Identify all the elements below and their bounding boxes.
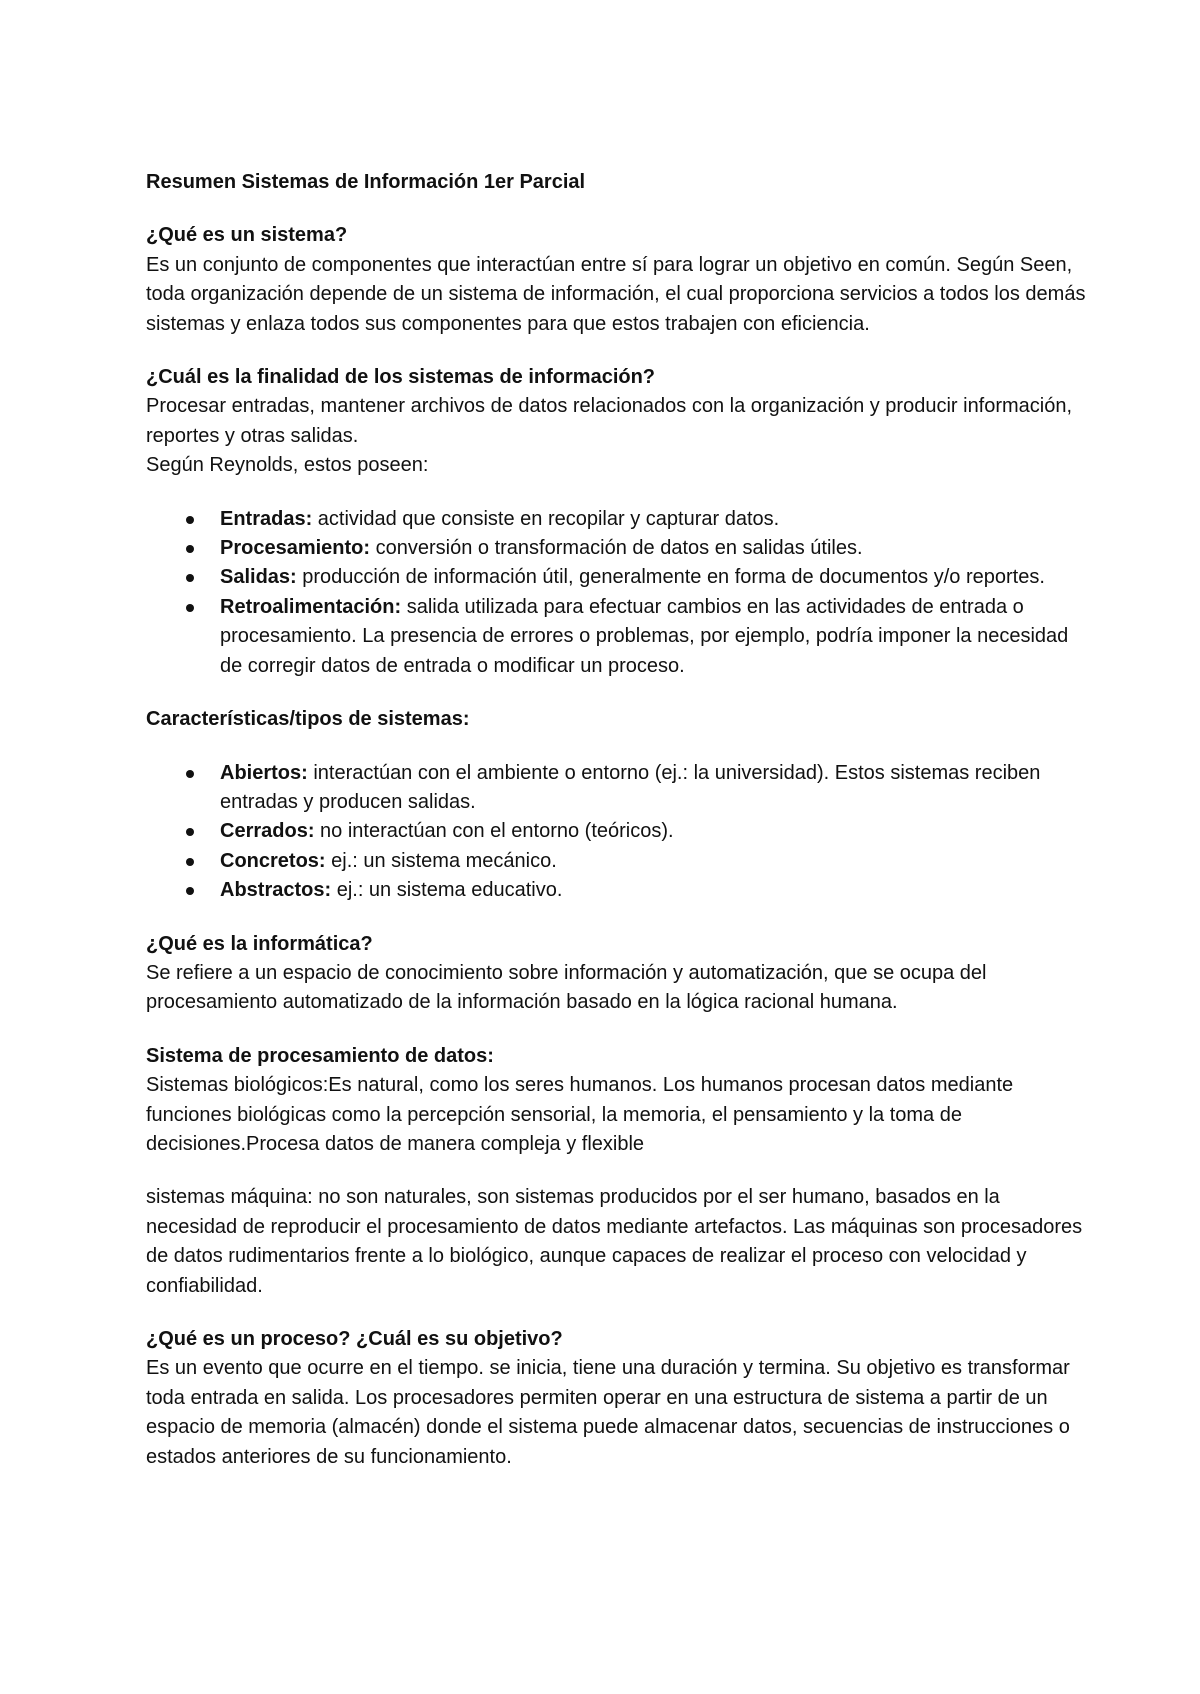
- list-item: [146, 759, 1086, 818]
- section-heading: ¿Qué es un sistema?: [146, 224, 348, 247]
- section-heading: Características/tipos de sistemas:: [146, 708, 470, 731]
- bullet-icon: [186, 604, 194, 612]
- bullet-icon: [186, 545, 194, 553]
- list-item-term: Procesamiento:: [220, 537, 371, 560]
- section-paragraph: Procesar entradas, mantener archivos de datos relacionados con la organización y producir información, reportes y otras salidas.: [146, 395, 1073, 447]
- section-paragraph: Es un conjunto de componentes que interactúan entre sí para lograr un objetivo en común. Según Seen, toda organización depende de un sistema de información, el cual proporciona servicios a todos los demás sistemas y enlaza todos sus componentes para que estos trabajen con eficiencia.: [146, 253, 1086, 335]
- document-page: [146, 168, 1086, 1472]
- section-paragraph: Es un evento que ocurre en el tiempo. se inicia, tiene una duración y termina. Su objetivo es transformar toda entrada en salida. Los procesadores permiten operar en una estructura de sistema a partir de un espacio de memoria (almacén) donde el sistema puede almacenar datos, secuencias de instrucciones o estados anteriores de su funcionamiento.: [146, 1357, 1070, 1468]
- list-item-text: ej.: un sistema mecánico.: [325, 849, 557, 872]
- bullet-icon: [186, 887, 194, 895]
- list-item-text: interactúan con el ambiente o entorno (ej.: la universidad). Estos sistemas reciben entradas y producen salidas.: [220, 761, 1041, 813]
- bullet-list: [146, 505, 1086, 681]
- list-item-term: Retroalimentación:: [220, 595, 402, 618]
- list-item: [146, 817, 1086, 846]
- list-item-text: conversión o transformación de datos en salidas útiles.: [370, 537, 863, 560]
- section-heading: ¿Cuál es la finalidad de los sistemas de información?: [146, 366, 656, 389]
- section-caracteristicas: [146, 705, 1086, 905]
- list-item-term: Salidas:: [220, 566, 297, 589]
- bullet-icon: [186, 770, 194, 778]
- list-item-text: producción de información útil, generalmente en forma de documentos y/o reportes.: [296, 566, 1045, 589]
- section-paragraph: Se refiere a un espacio de conocimiento sobre información y automatización, que se ocupa del procesamiento automatizado de la información basado en la lógica racional humana.: [146, 961, 987, 1014]
- bullet-icon: [186, 828, 194, 836]
- section-heading: ¿Qué es un proceso? ¿Cuál es su objetivo?: [146, 1328, 563, 1350]
- list-item: [146, 534, 1086, 563]
- list-item-text: salida utilizada para efectuar cambios en las actividades de entrada o procesamiento. La presencia de errores o problemas, por ejemplo, podría imponer la necesidad de corregir datos de entrada o modificar un proceso.: [220, 595, 1069, 677]
- list-item-text: actividad que consiste en recopilar y capturar datos.: [312, 507, 780, 530]
- document-title: Resumen Sistemas de Información 1er Parcial: [146, 171, 586, 193]
- list-item-term: Abstractos:: [220, 879, 332, 902]
- bullet-list: [146, 759, 1086, 906]
- list-item-term: Concretos:: [220, 849, 326, 872]
- list-item: [146, 593, 1086, 681]
- list-item: [146, 876, 1086, 905]
- list-item-text: no interactúan con el entorno (teóricos).: [314, 820, 674, 843]
- section-paragraph: Sistemas biológicos:Es natural, como los seres humanos. Los humanos procesan datos mediante funciones biológicas como la percepción sensorial, la memoria, el pensamiento y la toma de decisiones.Procesa datos de manera compleja y flexible: [146, 1074, 1014, 1155]
- section-finalidad: [146, 363, 1086, 681]
- list-item: [146, 563, 1086, 592]
- bullet-icon: [186, 516, 194, 524]
- section-proceso: [146, 1325, 1086, 1472]
- section-informatica: [146, 930, 1086, 1018]
- list-item-text: ej.: un sistema educativo.: [331, 879, 563, 902]
- section-paragraph: sistemas máquina: no son naturales, son sistemas producidos por el ser humano, basados en la necesidad de reproducir el procesamiento de datos mediante artefactos. Las máquinas son procesadores de datos rudimentarios frente a lo biológico, aunque capaces de realizar el proceso con velocidad y confiabilidad.: [146, 1186, 1083, 1297]
- bullet-icon: [186, 574, 194, 582]
- bullet-icon: [186, 858, 194, 866]
- list-item-term: Cerrados:: [220, 820, 315, 843]
- list-item: [146, 505, 1086, 534]
- section-que-es-un-sistema: [146, 221, 1086, 339]
- list-item-term: Entradas:: [220, 507, 313, 530]
- list-item-term: Abiertos:: [220, 761, 308, 784]
- section-procesamiento-datos: [146, 1042, 1086, 1301]
- paragraph-spacer: [146, 1159, 1086, 1183]
- section-paragraph: Según Reynolds, estos poseen:: [146, 454, 429, 477]
- list-item: [146, 847, 1086, 876]
- section-heading: Sistema de procesamiento de datos:: [146, 1044, 494, 1067]
- section-heading: ¿Qué es la informática?: [146, 932, 373, 955]
